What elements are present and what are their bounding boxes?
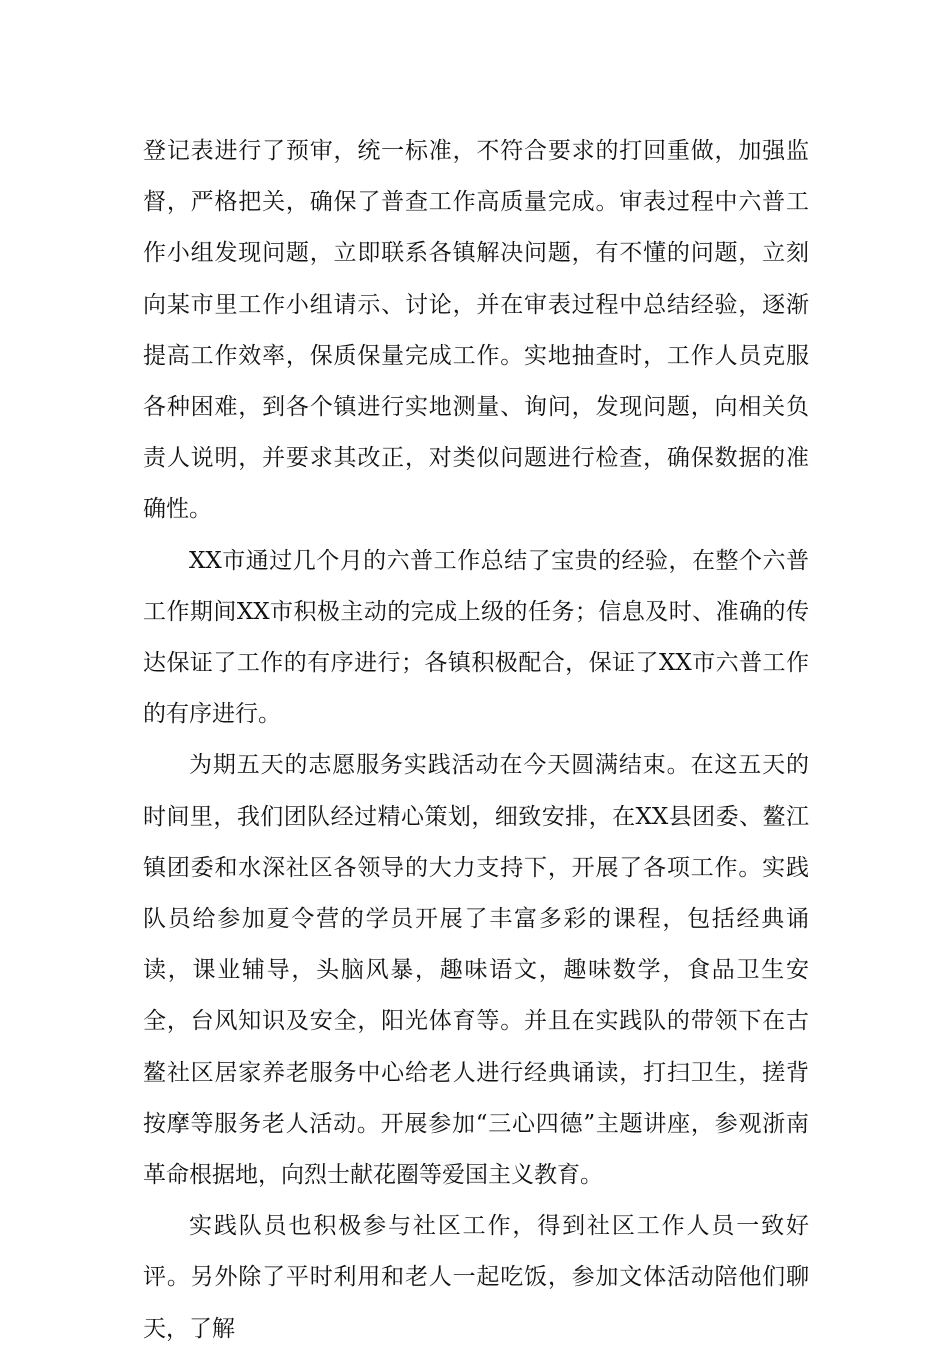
paragraph-volunteer-activity: 为期五天的志愿服务实践活动在今天圆满结束。在这五天的时间里，我们团队经过精心策划，细致安排，在XX县团委、鳌江镇团委和水深社区各领导的大力支持下，开展了各项工作。实践队员给参加夏令营的学员开展了丰富多彩的课程，包括经典诵读，课业辅导，头脑风暴，趣味语文，趣味数学，食品卫生安全，台风知识及安全，阳光体育等。并且在实践队的带领下在古鳌社区居家养老服务中心给老人进行经典诵读，打扫卫生，搓背按摩等服务老人活动。开展参加“三心四德”主题讲座，参观浙南革命根据地，向烈士献花圈等爱国主义教育。 xyxy=(143,752,809,1189)
paragraph-community-work: 实践队员也积极参与社区工作，得到社区工作人员一致好评。另外除了平时利用和老人一起吃饭，参加文体活动陪他们聊天，了解 xyxy=(143,1213,809,1342)
document-body xyxy=(143,126,809,1355)
paragraph-continued: 登记表进行了预审，统一标准，不符合要求的打回重做，加强监督，严格把关，确保了普查工作高质量完成。审表过程中六普工作小组发现问题，立即联系各镇解决问题，有不懂的问题，立刻向某市里工作小组请示、讨论，并在审表过程中总结经验，逐渐提高工作效率，保质保量完成工作。实地抽查时，工作人员克服各种困难，到各个镇进行实地测量、询问，发现问题，向相关负责人说明，并要求其改正，对类似问题进行检查，确保数据的准确性。 xyxy=(143,138,809,523)
paragraph-census-summary: XX市通过几个月的六普工作总结了宝贵的经验，在整个六普工作期间XX市积极主动的完成上级的任务；信息及时、准确的传达保证了工作的有序进行；各镇积极配合，保证了XX市六普工作的有序进行。 xyxy=(143,547,809,728)
